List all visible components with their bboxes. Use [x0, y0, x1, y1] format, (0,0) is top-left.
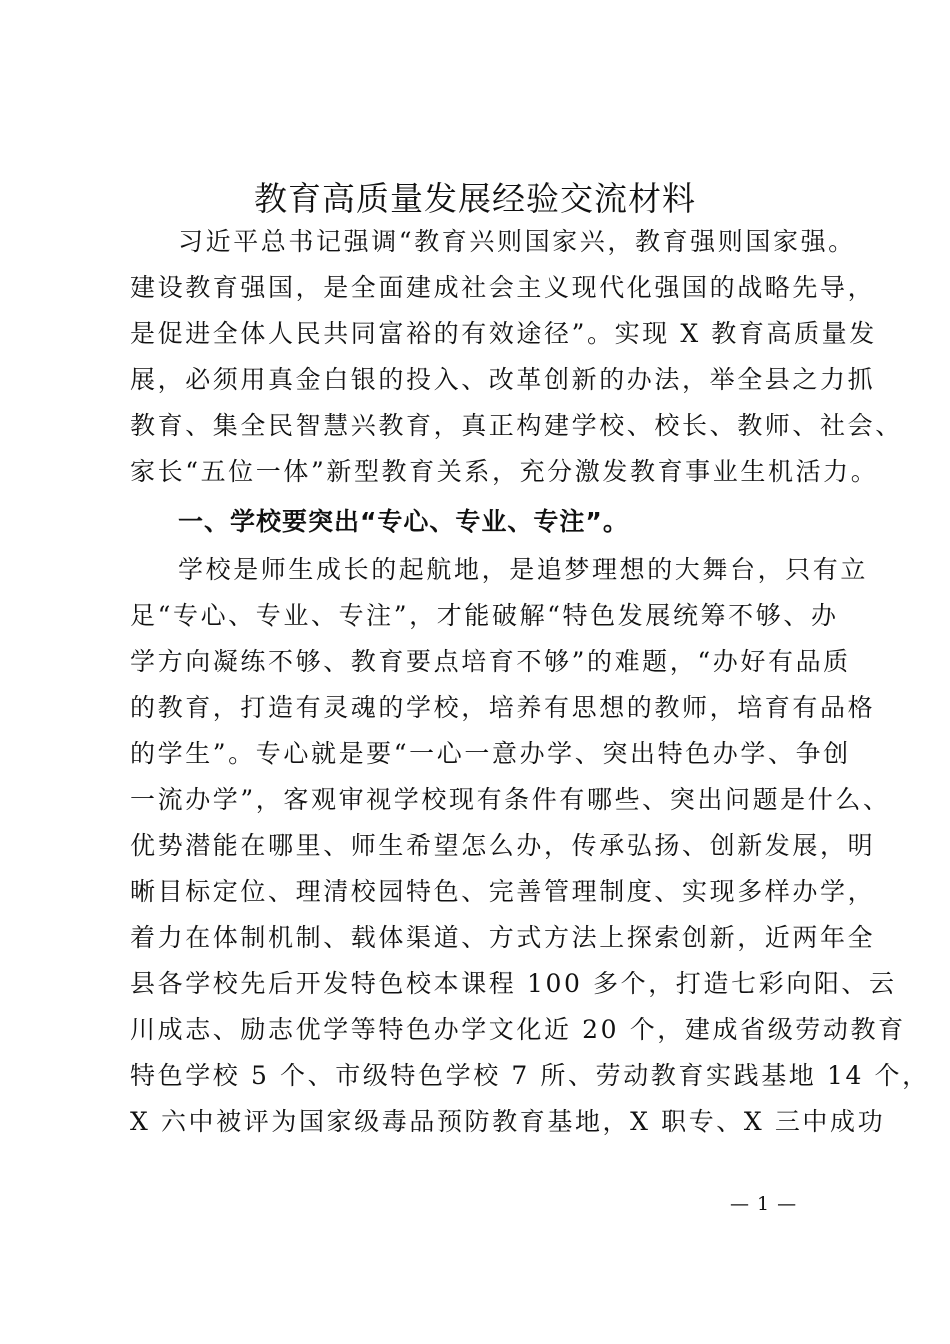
paragraph-line: 着力在体制机制、载体渠道、方式方法上探索创新，近两年全 — [130, 923, 876, 952]
paragraph-line: 学方向凝练不够、教育要点培育不够”的难题，“办好有品质 — [130, 647, 851, 676]
paragraph-line: 展，必须用真金白银的投入、改革创新的办法，举全县之力抓 — [130, 365, 876, 394]
paragraph-line: 学校是师生成长的起航地，是追梦理想的大舞台，只有立 — [178, 555, 869, 584]
paragraph-line: X 六中被评为国家级毒品预防教育基地，X 职专、X 三中成功 — [130, 1107, 886, 1136]
paragraph-line: 习近平总书记强调“教育兴则国家兴，教育强则国家强。 — [178, 227, 856, 256]
paragraph-line: 一流办学”，客观审视学校现有条件有哪些、突出问题是什么、 — [130, 785, 891, 814]
paragraph-line: 家长“五位一体”新型教育关系，充分激发教育事业生机活力。 — [130, 457, 879, 486]
paragraph-line: 县各学校先后开发特色校本课程 100 多个，打造七彩向阳、云 — [130, 969, 897, 998]
paragraph-line: 的学生”。专心就是要“一心一意办学、突出特色办学、争创 — [130, 739, 851, 768]
paragraph-line: 晰目标定位、理清校园特色、完善管理制度、实现多样办学， — [130, 877, 876, 906]
paragraph-line: 建设教育强国，是全面建成社会主义现代化强国的战略先导， — [130, 273, 876, 302]
paragraph-line: 足“专心、专业、专注”，才能破解“特色发展统筹不够、办 — [130, 601, 839, 630]
paragraph-line: 川成志、励志优学等特色办学文化近 20 个，建成省级劳动教育 — [130, 1015, 906, 1044]
paragraph-line: 优势潜能在哪里、师生希望怎么办，传承弘扬、创新发展，明 — [130, 831, 876, 860]
section-heading: 一、学校要突出“专心、专业、专注”。 — [178, 507, 629, 536]
page-number: — 1 — — [730, 1193, 798, 1215]
paragraph-line: 特色学校 5 个、市级特色学校 7 所、劳动教育实践基地 14 个， — [130, 1061, 930, 1090]
paragraph-line: 是促进全体人民共同富裕的有效途径”。实现 X 教育高质量发 — [130, 319, 877, 348]
paragraph-line: 的教育，打造有灵魂的学校，培养有思想的教师，培育有品格 — [130, 693, 876, 722]
document-title: 教育高质量发展经验交流材料 — [254, 179, 696, 218]
paragraph-line: 教育、集全民智慧兴教育，真正构建学校、校长、教师、社会、 — [130, 411, 903, 440]
